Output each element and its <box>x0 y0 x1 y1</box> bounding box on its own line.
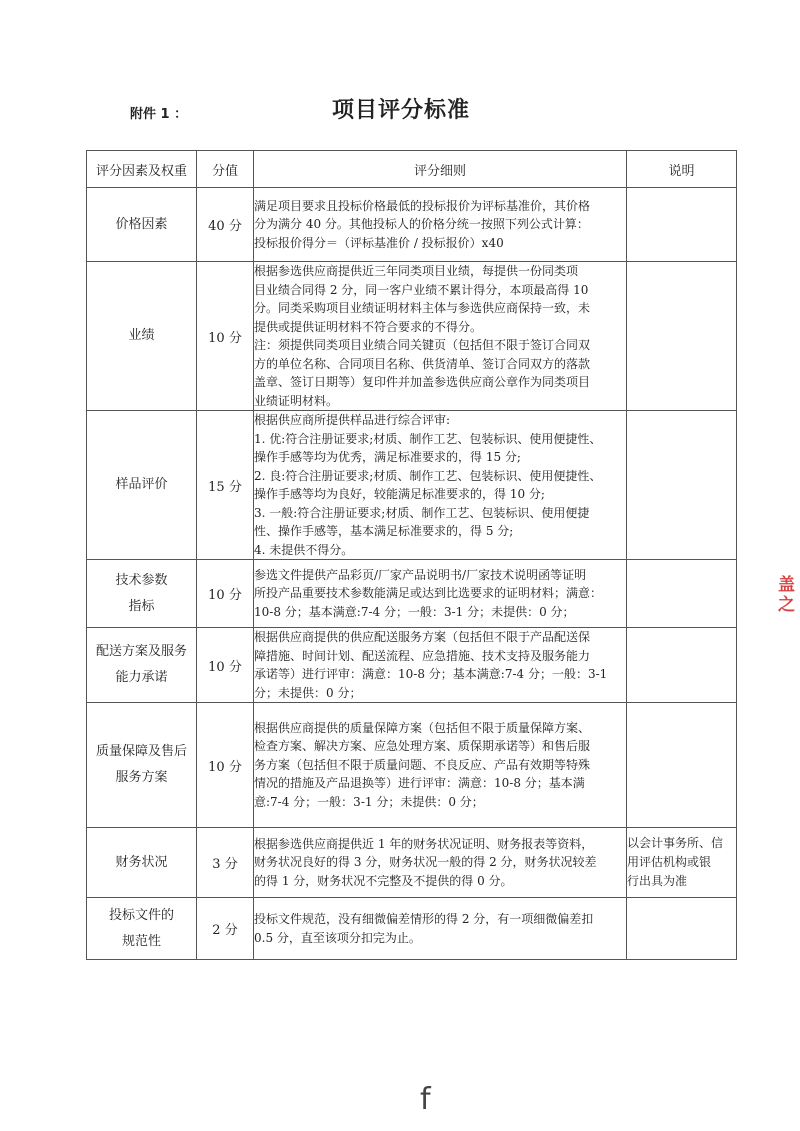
remark-cell <box>627 262 737 411</box>
detail-line: 分；未提供：0 分； <box>254 685 362 700</box>
detail-line: 障措施、时间计划、配送流程、应急措施、技术支持及服务能力 <box>254 648 591 663</box>
remark-cell <box>627 560 737 628</box>
table-row <box>87 560 737 628</box>
page-title: 项目评分标准 <box>332 98 471 123</box>
detail-line: 4. 未提供不得分。 <box>254 542 354 557</box>
factor-cell <box>87 628 197 703</box>
detail-cell <box>254 411 627 560</box>
factor-cell <box>87 262 197 411</box>
detail-line: 2. 良:符合注册证要求;材质、制作工艺、包装标识、使用便捷性、 <box>254 468 602 483</box>
factor-line: 质量保障及售后 <box>95 744 187 759</box>
handwritten-mark: f <box>420 1082 431 1117</box>
remark-cell <box>627 898 737 960</box>
remark-cell <box>627 188 737 262</box>
factor-cell <box>87 188 197 262</box>
factor-line: 价格因素 <box>115 216 168 232</box>
detail-line: 投标报价得分＝（评标基准价 / 投标报价）x40 <box>254 235 504 250</box>
detail-line: 满足项目要求且投标价格最低的投标报价为评标基准价，其价格 <box>254 198 591 213</box>
detail-line: 操作手感等均为良好，较能满足标准要求的，得 10 分; <box>254 487 545 501</box>
detail-line: 参选文件提供产品彩页/厂家产品说明书/厂家技术说明函等证明 <box>254 567 587 582</box>
detail-line: 1. 优:符合注册证要求;材质、制作工艺、包装标识、使用便捷性、 <box>254 431 602 446</box>
detail-cell <box>254 188 627 262</box>
table-row <box>87 628 737 703</box>
attachment-label: 附件 1 ： <box>130 107 188 122</box>
remark-cell <box>627 828 737 898</box>
remark-cell <box>627 411 737 560</box>
factor-cell <box>87 898 197 960</box>
detail-line: 务方案（包括但不限于质量问题、不良反应、产品有效期等特殊 <box>254 757 591 772</box>
detail-line: 意:7-4 分；一般：3-1 分；未提供：0 分； <box>254 794 484 809</box>
remark-line: 用评估机构或银 <box>627 855 712 869</box>
score-cell: 10 分 <box>197 262 254 411</box>
detail-line: 情况的措施及产品退换等）进行评审：满意：10-8 分；基本满 <box>254 776 585 791</box>
detail-line: 10-8 分；基本满意:7-4 分；一般：3-1 分；未提供：0 分； <box>254 604 575 619</box>
factor-line: 指标 <box>128 598 155 614</box>
factor-line: 规范性 <box>121 933 161 949</box>
detail-line: 盖章、签订日期等）复印件并加盖参选供应商公章作为同类项目 <box>254 375 591 389</box>
detail-line: 方的单位名称、合同项目名称、供货清单、签订合同双方的落款 <box>254 356 591 371</box>
detail-line: 根据供应商所提供样品进行综合评审: <box>254 413 451 427</box>
remark-cell <box>627 703 737 828</box>
factor-cell <box>87 703 197 828</box>
detail-line: 根据供应商提供的供应配送服务方案（包括但不限于产品配送保 <box>254 630 591 644</box>
score-cell: 15 分 <box>197 411 254 560</box>
table-row <box>87 828 737 898</box>
detail-line: 操作手感等均为优秀，满足标准要求的，得 15 分; <box>254 450 521 464</box>
header-detail: 评分细则 <box>254 151 627 188</box>
score-cell: 2 分 <box>197 898 254 960</box>
detail-line: 所投产品重要技术参数能满足或达到比选要求的证明材料；满意： <box>254 586 603 601</box>
remark-line: 以会计事务所、信 <box>627 836 724 850</box>
factor-line: 投标文件的 <box>108 907 174 923</box>
score-cell: 40 分 <box>197 188 254 262</box>
detail-line: 根据供应商提供的质量保障方案（包括但不限于质量保障方案、 <box>254 720 591 735</box>
remark-line: 行出具为准 <box>627 874 688 888</box>
score-cell: 3 分 <box>197 828 254 898</box>
factor-line: 配送方案及服务 <box>95 644 187 659</box>
factor-line: 技术参数 <box>115 572 168 588</box>
detail-line: 提供或提供证明材料不符合要求的不得分。 <box>254 319 483 334</box>
detail-line: 承诺等）进行评审：满意：10-8 分；基本满意:7-4 分；一般：3-1 <box>254 667 608 681</box>
table-row <box>87 703 737 828</box>
detail-line: 业绩证明材料。 <box>254 393 339 408</box>
detail-cell <box>254 628 627 703</box>
detail-cell <box>254 898 627 960</box>
score-cell: 10 分 <box>197 560 254 628</box>
detail-line: 目业绩合同得 2 分，同一客户业绩不累计得分，本项最高得 10 <box>254 282 589 297</box>
detail-line: 注：须提供同类项目业绩合同关键页（包括但不限于签订合同双 <box>254 338 591 352</box>
table-row <box>87 262 737 411</box>
factor-line: 服务方案 <box>115 770 168 785</box>
table-row <box>87 411 737 560</box>
factor-line: 样品评价 <box>115 477 168 492</box>
detail-line: 根据参选供应商提供近三年同类项目业绩，每提供一份同类项 <box>254 264 579 278</box>
factor-cell <box>87 560 197 628</box>
detail-line: 根据参选供应商提供近 1 年的财务状况证明、财务报表等资料， <box>254 836 594 851</box>
header-factor: 评分因素及权重 <box>87 151 197 188</box>
scoring-table <box>86 150 737 960</box>
detail-cell <box>254 262 627 411</box>
table-header-row <box>87 151 737 188</box>
margin-stamp: 盖 之 <box>778 575 795 615</box>
factor-line: 财务状况 <box>115 854 168 870</box>
header-score: 分值 <box>197 151 254 188</box>
factor-line: 能力承诺 <box>115 670 168 685</box>
table-row <box>87 188 737 262</box>
detail-line: 分。同类采购项目业绩证明材料主体与参选供应商保持一致，未 <box>254 301 591 315</box>
detail-line: 财务状况良好的得 3 分，财务状况一般的得 2 分，财务状况较差 <box>254 855 597 870</box>
detail-line: 检查方案、解决方案、应急处理方案、质保期承诺等）和售后服 <box>254 739 591 754</box>
factor-cell <box>87 828 197 898</box>
detail-cell <box>254 828 627 898</box>
header-remark: 说明 <box>627 151 737 188</box>
detail-line: 3. 一般:符合注册证要求;材质、制作工艺、包装标识、使用便捷 <box>254 505 590 520</box>
detail-line: 0.5 分，直至该项分扣完为止。 <box>254 930 421 945</box>
factor-line: 业绩 <box>128 328 155 343</box>
detail-cell <box>254 703 627 828</box>
detail-cell <box>254 560 627 628</box>
score-cell: 10 分 <box>197 628 254 703</box>
detail-line: 性、操作手感等，基本满足标准要求的，得 5 分; <box>254 524 514 538</box>
table-row <box>87 898 737 960</box>
score-cell: 10 分 <box>197 703 254 828</box>
detail-line: 分为满分 40 分。其他投标人的价格分统一按照下列公式计算： <box>254 217 589 232</box>
detail-line: 投标文件规范，没有细微偏差情形的得 2 分，有一项细微偏差扣 <box>254 912 594 926</box>
factor-cell <box>87 411 197 560</box>
detail-line: 的得 1 分，财务状况不完整及不提供的得 0 分。 <box>254 873 513 888</box>
remark-cell <box>627 628 737 703</box>
